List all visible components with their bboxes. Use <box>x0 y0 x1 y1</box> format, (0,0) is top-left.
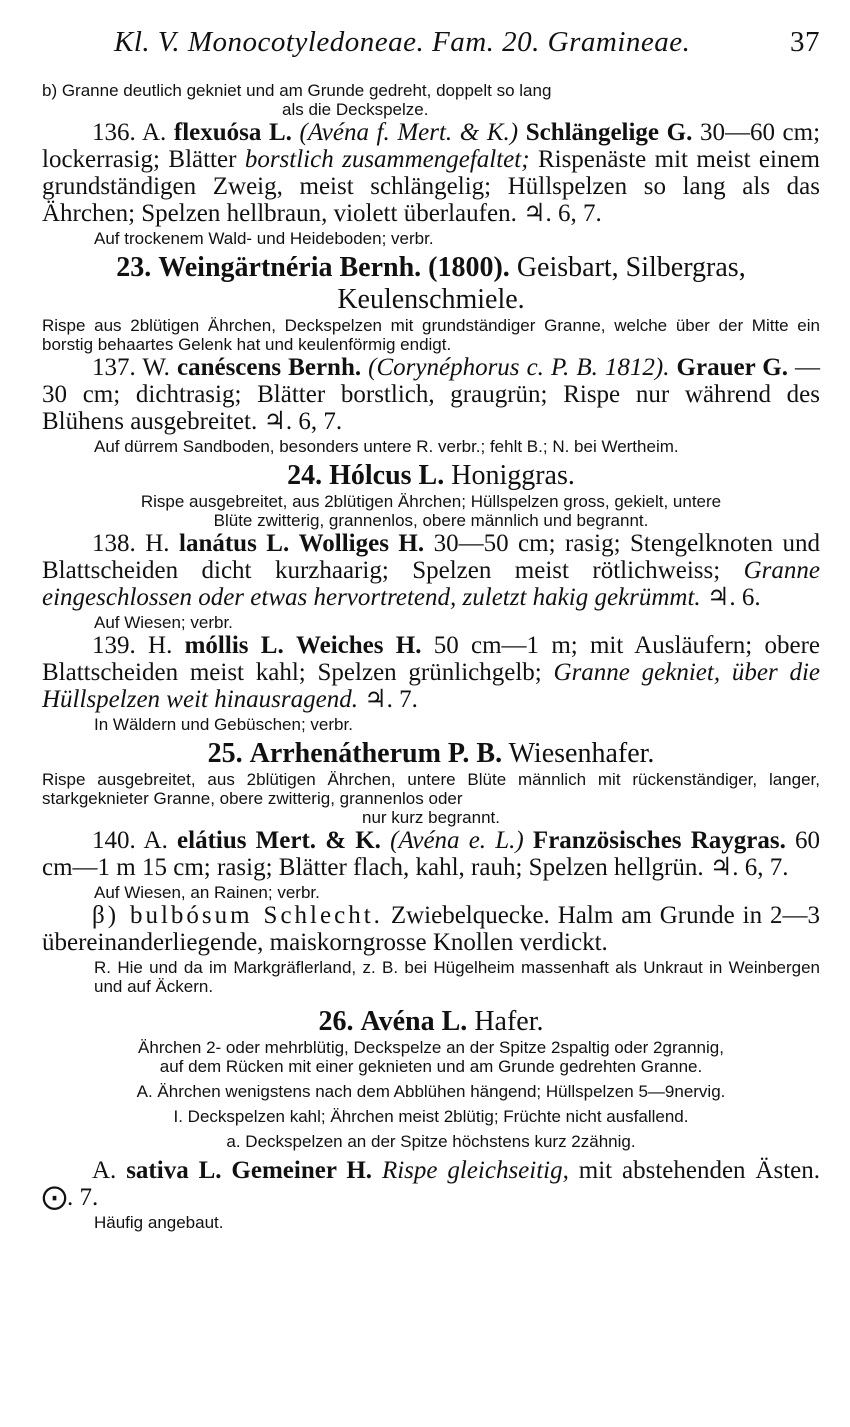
header-title: Kl. V. Monocotyledoneae. Fam. 20. Gramineae. <box>114 26 691 58</box>
genus-26-description: Ährchen 2- oder mehrblütig, Deckspelze an der Spitze 2spaltig oder 2grannig, auf dem Rücken mit einer geknieten und am Grunde gedrehten Granne. <box>138 1038 724 1076</box>
species-sativa: A. sativa L. Gemeiner H. Rispe gleichseitig, mit abstehenden Ästen. ⨀. 7. <box>42 1157 821 1211</box>
genus-23: 23. Weingärtnéria Bernh. (1800). Geisbart, Silbergras, Keulenschmiele. <box>116 252 746 315</box>
species-138: 138. H. lanátus L. Wolliges H. 30—50 cm; rasig; Stengelknoten und Blattscheiden dicht kurzhaarig; Spelzen meist rötlichweiss; Granne eingeschlossen oder etwas hervortretend, zuletzt hakig gekrümmt. ♃. 6. <box>42 530 821 611</box>
key-b: b) Granne deutlich gekniet und am Grunde gedreht, doppelt so lang als die Deckspelze. <box>42 81 552 119</box>
key-a2: a. Deckspelzen an der Spitze höchstens kurz 2zähnig. <box>226 1132 636 1151</box>
page-number: 37 <box>790 26 820 58</box>
habitat-bulbosum: R. Hie und da im Markgräflerland, z. B. bei Hügelheim massenhaft als Unkraut in Weinbergen und auf Äckern. <box>94 958 820 996</box>
genus-25-description: Rispe ausgebreitet, aus 2blütigen Ährchen, untere Blüte männlich mit rückenständiger, langer, starkgeknieter Granne, obere zwitterig, grannenlos oder nur kurz begrannt. <box>42 770 820 827</box>
key-a: A. Ährchen wenigstens nach dem Abblühen hängend; Hüllspelzen 5—9nervig. <box>136 1082 726 1101</box>
habitat-138: Auf Wiesen; verbr. <box>94 613 233 632</box>
genus-23-description: Rispe aus 2blütigen Ährchen, Deckspelzen mit grundständiger Granne, welche über der Mitte ein borstig behaartes Gelenk hat und keulenförmig endigt. <box>42 316 820 354</box>
genus-26: 26. Avéna L. Hafer. <box>318 1006 544 1037</box>
species-136: 136. A. flexuósa L. (Avéna f. Mert. & K.) Schlängelige G. 30—60 cm; lockerrasig; Blätter borstlich zusammengefaltet; Rispenäste mit meist einem grundständigen Zweig, meist schlängelig; Hüllspelzen so lang als das Ährchen; Spelzen hellbraun, violett überlaufen. ♃. 6, 7. <box>42 119 821 227</box>
species-137: 137. W. canéscens Bernh. (Corynéphorus c. P. B. 1812). Grauer G. —30 cm; dichtrasig; Blätter borstlich, graugrün; Rispe nur während des Blühens ausgebreitet. ♃. 6, 7. <box>42 354 821 435</box>
habitat-137: Auf dürrem Sandboden, besonders untere R. verbr.; fehlt B.; N. bei Wertheim. <box>94 437 679 456</box>
running-header <box>42 0 820 59</box>
genus-24: 24. Hólcus L. Honiggras. <box>287 460 575 491</box>
habitat-140: Auf Wiesen, an Rainen; verbr. <box>94 883 320 902</box>
key-1: I. Deckspelzen kahl; Ährchen meist 2blütig; Früchte nicht ausfallend. <box>173 1107 689 1126</box>
species-140: 140. A. elátius Mert. & K. (Avéna e. L.) Französisches Raygras. 60 cm—1 m 15 cm; rasig; Blätter flach, kahl, rauh; Spelzen hellgrün. ♃. 6, 7. <box>42 827 821 881</box>
genus-25: 25. Arrhenátherum P. B. Wiesenhafer. <box>207 738 655 769</box>
variety-bulbosum: β) bulbósum Schlecht. Zwiebelquecke. Halm am Grunde in 2—3 übereinanderliegende, maiskorngrosse Knollen verdickt. <box>42 902 821 956</box>
habitat-136: Auf trockenem Wald- und Heideboden; verbr. <box>94 229 434 248</box>
genus-24-description: Rispe ausgebreitet, aus 2blütigen Ährchen; Hüllspelzen gross, gekielt, untere Blüte zwitterig, grannenlos, obere männlich und begrannt. <box>140 492 722 530</box>
habitat-sativa: Häufig angebaut. <box>94 1213 224 1232</box>
page-body <box>42 81 820 1232</box>
species-139: 139. H. móllis L. Weiches H. 50 cm—1 m; mit Ausläufern; obere Blattscheiden meist kahl; Spelzen grünlichgelb; Granne gekniet, über die Hüllspelzen weit hinausragend. ♃. 7. <box>42 632 821 713</box>
habitat-139: In Wäldern und Gebüschen; verbr. <box>94 715 353 734</box>
